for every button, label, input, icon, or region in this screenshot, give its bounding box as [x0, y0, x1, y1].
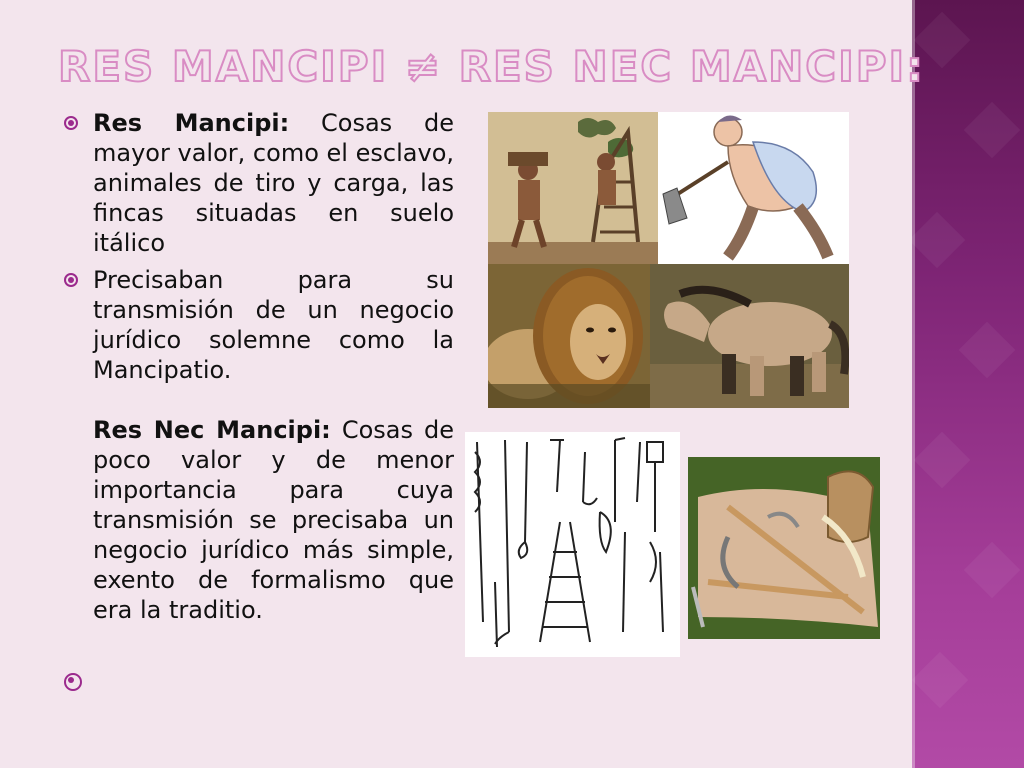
bullet-transmission: [62, 265, 454, 625]
bullet-res-mancipi: [62, 108, 454, 258]
lion-image: [488, 264, 650, 408]
bullet-text: Cosas de mayor valor, como el esclavo, animales de tiro y carga, las fincas situadas en suelo itálico: [93, 109, 454, 257]
bullet-subtext: Cosas de poco valor y de menor importancia para cuya transmisión se precisaba un negocio jurídico más simple, exento de formalismo que era la traditio.: [93, 416, 454, 624]
bullet-icon: [64, 116, 78, 130]
bullet-bold-label: Res Nec Mancipi:: [93, 416, 331, 444]
slave-with-axe-image: [658, 112, 849, 264]
body-text: [62, 108, 454, 625]
roman-tools-drawing-image: [465, 432, 680, 657]
bullet-icon: [64, 273, 78, 287]
farm-tools-photo-image: [688, 457, 880, 639]
bullet-text: Precisaban para su transmisión de un negocio jurídico solemne como la Mancipatio.: [93, 266, 454, 384]
bullet-bold-label: Res Mancipi:: [93, 109, 290, 137]
draft-horse-image: [650, 264, 849, 408]
side-decoration-band: [912, 0, 1024, 768]
empty-bullet-icon: [64, 673, 82, 691]
mosaic-laborers-image: [488, 112, 658, 264]
slide-title: RES MANCIPI ≠ RES NEC MANCIPI:: [58, 42, 925, 91]
